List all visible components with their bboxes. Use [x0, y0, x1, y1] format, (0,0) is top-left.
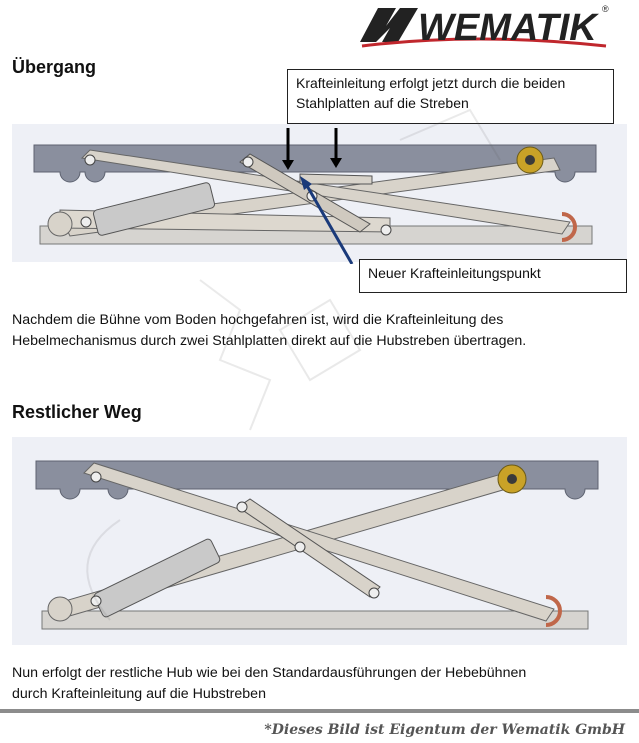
pin-center	[295, 542, 305, 552]
registered-mark: ®	[602, 4, 609, 14]
wematik-logo	[356, 2, 612, 50]
brass-roller-hub	[525, 155, 535, 165]
pin-bottom-left	[81, 217, 91, 227]
logo-text: WEMATIK	[418, 7, 597, 49]
pin-lever	[243, 157, 253, 167]
section-1-paragraph-line-2: Hebelmechanismus durch zwei Stahlplatten direkt auf die Hubstreben übertragen.	[12, 333, 527, 349]
callout-force-introduction: Krafteinleitung erfolgt jetzt durch die beiden Stahlplatten auf die Streben	[287, 69, 614, 124]
section-heading-transition: Übergang	[12, 57, 97, 77]
lift-diagram-remaining-travel	[0, 437, 639, 647]
pin-bottom-left	[91, 596, 101, 606]
pin-top-left	[85, 155, 95, 165]
pin-top-left	[91, 472, 101, 482]
section-heading-remaining-travel: Restlicher Weg	[12, 402, 142, 422]
bottom-frame	[42, 611, 588, 629]
steel-plate	[300, 174, 372, 184]
callout-new-force-point: Neuer Krafteinleitungspunkt	[359, 259, 627, 293]
section-1-paragraph-line-1: Nachdem die Bühne vom Boden hochgefahren ist, wird die Krafteinleitung des	[12, 312, 504, 328]
pin-lower	[369, 588, 379, 598]
section-2-paragraph-line-1: Nun erfolgt der restliche Hub wie bei den Standardausführungen der Hebebühnen	[12, 665, 527, 681]
section-2-paragraph-line-2: durch Krafteinleitung auf die Hubstreben	[12, 686, 266, 702]
footer-copyright: *Dieses Bild ist Eigentum der Wematik GmbH	[264, 722, 625, 738]
lift-diagram-transition	[0, 124, 639, 264]
pin-lever	[237, 502, 247, 512]
roller-left	[48, 597, 72, 621]
brass-roller-hub	[507, 474, 517, 484]
footer-divider	[0, 709, 639, 713]
roller-left	[48, 212, 72, 236]
pin-lower	[381, 225, 391, 235]
